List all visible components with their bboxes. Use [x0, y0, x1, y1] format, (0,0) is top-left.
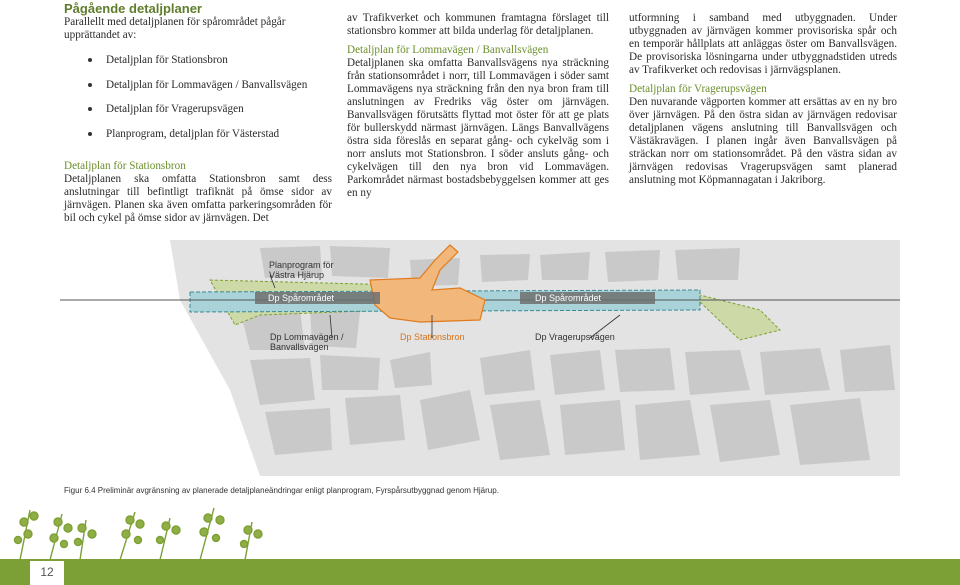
map-label-vragerupsvagen: Dp Vragerupsvägen [535, 332, 615, 342]
map-label-planprogram: Planprogram för Västra Hjärup [269, 260, 334, 280]
section-text-vragerupsvagen: Den nuvarande vägporten kommer att ersättas av en ny bro över järnvägen. På den östra sidan av järnvägen redovisar detaljplanen vägens anslutning till Banvallsvägen och Västäkravägen. I planen ingår även Banvallsvägen på sträckan norr om stationsområdet. På den västra sidan av järnvägen redovisas Vragerupsvägen samt planerad anslutning mot Köpmannagatan i Jakriborg. [629, 96, 897, 186]
plant-icon [120, 512, 144, 560]
section-heading-lommavagen: Detaljplan för Lommavägen / Banvallsvägen [347, 44, 549, 56]
column-left [64, 0, 332, 231]
section-heading-vragerupsvagen: Detaljplan för Vragerupsvägen [629, 83, 767, 95]
page-number: 12 [30, 559, 64, 585]
map-label-lommavagen: Dp Lommavägen / Banvallsvägen [270, 332, 344, 352]
figure-caption: Figur 6.4 Preliminär avgränsning av planerade detaljplaneändringar enligt planprogram, Fyrspårsutbyggnad genom Hjärup. [64, 486, 499, 495]
plan-list-item: Detaljplan för Lommavägen / Banvallsvägen [64, 79, 332, 104]
plant-icon [157, 518, 181, 560]
continued-text: av Trafikverket och kommunen framtagna förslaget till stationsbro kommer att bilda underlag för detaljplanen. [347, 12, 609, 37]
footer-plant-decoration [0, 500, 960, 560]
plant-icons [15, 508, 263, 560]
section-heading-stationsbron: Detaljplan för Stationsbron [64, 160, 186, 172]
column-right [629, 12, 897, 193]
intro-text: Parallellt med detaljplanen för spårområdet pågår upprättandet av: [64, 16, 286, 41]
plant-icon [75, 520, 97, 560]
section-text-stationsbron: Detaljplanen ska omfatta Stationsbron samt dess anslutningar till befintligt trafiknät på ömse sidor av järnvägen. Planen ska även omfatta parkeringsområden för bil och cykel på ömse sidor av järnvägen. Det [64, 173, 332, 224]
section-text-lommavagen: Detaljplanen ska omfatta Banvallsvägens nya sträckning från stationsområdet i norr, till Lommavägen i söder samt Lommavägens nya sträckning från den nya bron fram till anslutningen av Fredriks väg öster om järnvägen. Banvallsvägen förutsätts flyttad mot öster för att ge plats för bullerskydd närmast järnvägen. Längs Banvallvägens östra sida föreslås en separat gång- och cykelväg som i norr ansluts mot Stationsbron. I söder ansluts gång- och cykelvägen till den nya bron vid Lommavägen. Parkområdet närmast bostadsbebyggelsen kommer att ges en ny [347, 57, 609, 199]
map-label-stationsbron: Dp Stationsbron [400, 332, 465, 342]
plant-icon [241, 522, 263, 560]
plan-list [64, 54, 332, 152]
footer-bar [0, 559, 960, 585]
plan-map-graphic [60, 240, 900, 476]
plan-map [60, 240, 900, 476]
continued-text: utformning i samband med utbyggnaden. Under utbyggnaden av järnvägen kommer provisoriska spår och en temporär hållplats att anläggas öster om Banvallsvägen. De provisoriska lösningarna under utbyggnadstiden utreds av Trafikverket och redovisas i järnvägsplanen. [629, 12, 897, 76]
plan-list-item: Detaljplan för Stationsbron [64, 54, 332, 79]
plant-icon [15, 510, 39, 560]
map-label-spar-right: Dp Spårområdet [535, 293, 602, 303]
page-title: Pågående detaljplaner [64, 1, 202, 16]
plant-icon [200, 508, 224, 560]
map-label-spar-left: Dp Spårområdet [268, 293, 335, 303]
plant-icon [50, 514, 72, 560]
plan-list-item: Detaljplan för Vragerupsvägen [64, 103, 332, 128]
plan-list-item: Planprogram, detaljplan för Västerstad [64, 128, 332, 153]
column-middle [347, 12, 609, 206]
